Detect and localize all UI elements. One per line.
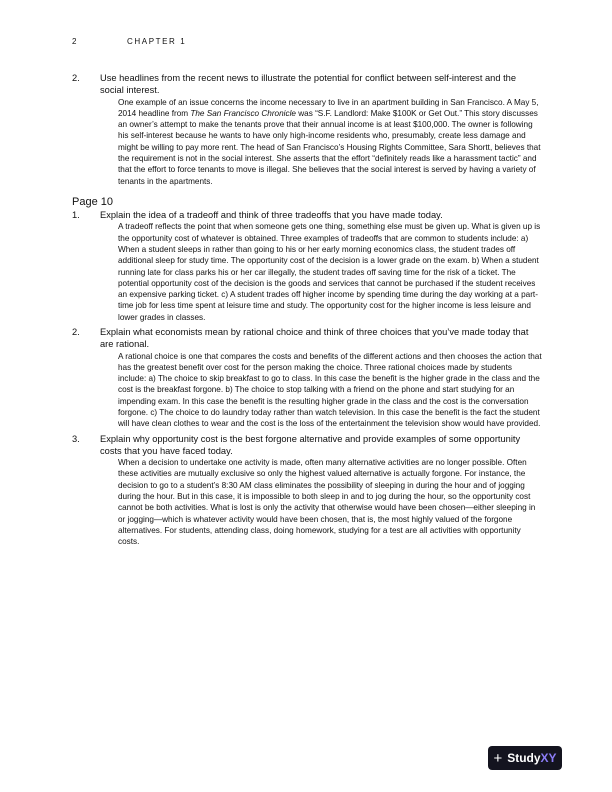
question-text: Use headlines from the recent news to illustrate the potential for conflict between self-interest and the social interest. bbox=[100, 73, 517, 95]
question-block bbox=[72, 72, 542, 187]
question-number: 2. bbox=[72, 327, 80, 338]
question-number: 1. bbox=[72, 209, 80, 220]
badge-text-accent: XY bbox=[540, 751, 557, 765]
question-text: Explain what economists mean by rational choice and think of three choices that you’ve made today that are rational. bbox=[100, 327, 529, 350]
question-text: Explain why opportunity cost is the best forgone alternative and provide examples of some opportunity costs that you have faced today. bbox=[100, 433, 521, 456]
question bbox=[72, 72, 542, 96]
question-number: 2. bbox=[72, 73, 80, 83]
question-block bbox=[72, 326, 542, 430]
studyxy-badge[interactable] bbox=[488, 746, 562, 770]
page-number: 2 bbox=[72, 37, 77, 46]
answer bbox=[118, 97, 542, 187]
question bbox=[72, 433, 542, 457]
question-number: 3. bbox=[72, 433, 80, 444]
answer-text: was “S.F. Landlord: Make $100K or Get Out.” This story discusses an owner’s attempt to make the tenants prove that their annual income is at least $100,000. The owner is following his self-interest because he wants to have only high-income residents who, presumably, create less damage and might be willing to pay more rent. The head of San Francisco’s Housing Rights Committee, Sara Shortt, believes that the requirement is not in the social interest. She asserts that the effort “definitely reads like a harassment tactic” and that the effort to force tenants to move is illegal. She believes that the social interest is served by having a variety of tenants in the apartments. bbox=[118, 108, 541, 186]
answer-text: When a decision to undertake one activity is made, often many alternative activities are no longer possible. Often these activities are mutually exclusive so only the highest valued alternative is actually forgone. For instance, the decision to go to a student’s 8:30 AM class eliminates the possibility of sleeping in during the hour and of jogging during the hour. But in this case, it is impossible to both sleep in and to jog during the hour, so the opportunity cost cannot be both activities. What is lost is only the activity that otherwise would have been chosen—either sleeping in or jogging—which is whatever activity would have been chosen, that is, the most highly valued of the forgone alternatives. For students, attending class, doing homework, studying for a test are all activities with opportunity costs. bbox=[118, 458, 536, 547]
question bbox=[72, 209, 542, 221]
answer-text: A tradeoff reflects the point that when someone gets one thing, something else must be given up. What is given up is the opportunity cost of whatever is obtained. Three examples of tradeoffs that are common to students include: a) When a student sleeps in rather than going to his or her early morning economics class, the student trades off additional sleep for study time. The opportunity cost of the decision is a lower grade on the exam. b) When a student running late for class parks his or her car illegally, the student trades off saving time for the risk of a ticket. The potential opportunity cost of the decision is the goods and services that cannot be purchased if the student receives an expensive parking ticket. c) A student trades off higher income by spending time during the day working at a part-time job for less time spent at leisure time and study. The opportunity cost for the higher income is less leisure and lower grades in classes. bbox=[118, 222, 541, 322]
badge-label bbox=[507, 751, 556, 765]
answer-text: One example of an issue concerns the income necessary to live in an apartment building in San Francisco. A May 5, 2014 headline from bbox=[118, 97, 539, 118]
question-block bbox=[72, 433, 542, 548]
badge-text-main: Study bbox=[507, 751, 541, 765]
main-content bbox=[72, 72, 542, 551]
question-text: Explain the idea of a tradeoff and think of three tradeoffs that you have made today. bbox=[100, 209, 443, 220]
question-block bbox=[72, 209, 542, 323]
newspaper-title: The San Francisco Chronicle bbox=[190, 108, 296, 118]
chapter-heading: CHAPTER 1 bbox=[127, 37, 187, 46]
plus-icon: + bbox=[493, 749, 503, 767]
question bbox=[72, 326, 542, 350]
answer-text: A rational choice is one that compares the costs and benefits of the different actions and then chooses the action that has the greatest benefit over cost for the person making the choice. Three rational choices made by students include: a) The choice to skip breakfast to go to class. In this case the benefit is the higher grade in the class and the cost is the breakfast forgone. b) The choice to stop talking with a friend on the phone and start studying for an impending exam. In this case the benefit is the resulting higher grade in the class and the cost is the conversation forgone. c) The choice to do laundry today rather than watch television. In this case the benefit is the fact the student will have clean clothes to wear and the cost is the loss of the entertainment the television show would have provided. bbox=[118, 351, 542, 429]
page-label: Page 10 bbox=[72, 195, 113, 208]
